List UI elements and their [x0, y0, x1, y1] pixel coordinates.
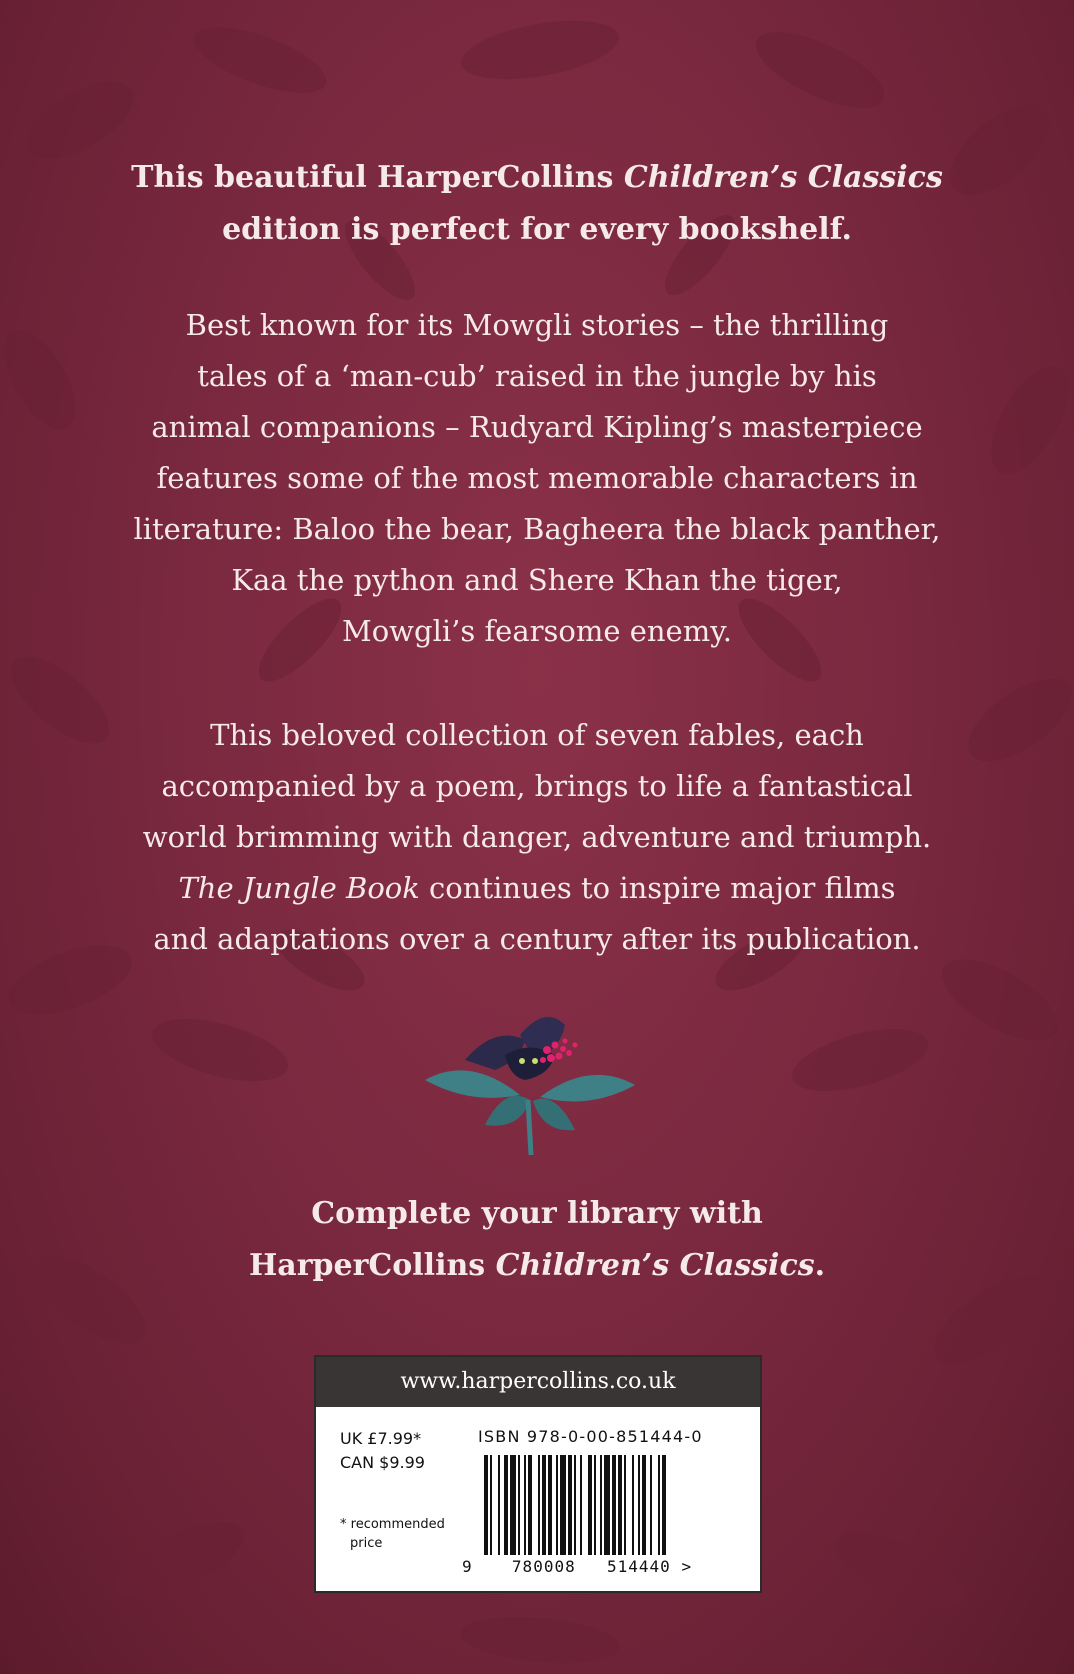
- paragraph-line: Best known for its Mowgli stories – the thrilling: [185, 308, 889, 342]
- isbn-number: ISBN 978-0-00-851444-0: [478, 1427, 703, 1446]
- barcode-bar: [556, 1455, 558, 1555]
- barcode-bar: [624, 1455, 626, 1555]
- digit-lead: 9: [462, 1557, 473, 1576]
- barcode-bar: [642, 1455, 646, 1555]
- price-block: [340, 1427, 425, 1475]
- description-paragraph-2: [0, 710, 1074, 965]
- barcode-bar: [490, 1455, 492, 1555]
- barcode-bar: [524, 1455, 526, 1555]
- barcode-digits: [462, 1557, 692, 1576]
- headline-line2: edition is perfect for every bookshelf.: [222, 212, 852, 247]
- paragraph-line: Mowgli’s fearsome enemy.: [342, 614, 732, 648]
- paragraph-line: tales of a ‘man-cub’ raised in the jungle by his: [197, 359, 877, 393]
- publisher-url[interactable]: www.harpercollins.co.uk: [316, 1357, 760, 1407]
- paragraph-line: features some of the most memorable characters in: [156, 461, 918, 495]
- barcode-bar: [588, 1455, 592, 1555]
- paragraph-line: and adaptations over a century after its publication.: [153, 922, 921, 956]
- paragraph-line: Kaa the python and Shere Khan the tiger,: [231, 563, 843, 597]
- paragraph-line: animal companions – Rudyard Kipling’s masterpiece: [151, 410, 923, 444]
- series-name: Children’s Classics: [623, 160, 943, 195]
- digit-group-2: 514440: [607, 1557, 671, 1576]
- paragraph-text: continues to inspire major films: [419, 871, 896, 905]
- barcode-bar: [542, 1455, 546, 1555]
- paragraph-line: This beloved collection of seven fables, each: [210, 718, 864, 752]
- barcode-bar: [528, 1455, 532, 1555]
- digit-group-1: 780008: [511, 1557, 576, 1576]
- barcode-bar: [662, 1455, 666, 1555]
- barcode-bar: [548, 1455, 552, 1555]
- closing-line1: Complete your library with: [311, 1196, 763, 1231]
- digit-arrow: >: [681, 1557, 693, 1576]
- price-uk: UK £7.99*: [340, 1429, 422, 1448]
- headline: [0, 152, 1074, 256]
- barcode-panel: [314, 1355, 762, 1593]
- barcode-bar: [632, 1455, 634, 1555]
- closing-period: .: [814, 1248, 826, 1283]
- description-paragraph-1: [0, 300, 1074, 657]
- headline-text: This beautiful HarperCollins: [131, 160, 624, 195]
- barcode-icon: [484, 1455, 724, 1565]
- barcode-bar: [594, 1455, 596, 1555]
- barcode-bar: [638, 1455, 640, 1555]
- barcode-bar: [658, 1455, 660, 1555]
- barcode-bar: [618, 1455, 622, 1555]
- closing-text: HarperCollins: [248, 1248, 496, 1283]
- barcode-bar: [580, 1455, 582, 1555]
- barcode-bar: [568, 1455, 572, 1555]
- note-line2: price: [350, 1536, 383, 1551]
- paragraph-line: accompanied by a poem, brings to life a fantastical: [161, 769, 913, 803]
- price-note: [340, 1515, 445, 1553]
- paragraph-line: world brimming with danger, adventure and triumph.: [142, 820, 932, 854]
- barcode-bar: [484, 1455, 488, 1555]
- jungle-panther-emblem: [425, 1005, 635, 1155]
- barcode-bar: [504, 1455, 508, 1555]
- barcode-bar: [600, 1455, 602, 1555]
- book-title: The Jungle Book: [178, 871, 420, 905]
- barcode-bar: [498, 1455, 500, 1555]
- barcode-bar: [560, 1455, 566, 1555]
- barcode-bar: [538, 1455, 540, 1555]
- price-can: CAN $9.99: [340, 1453, 425, 1472]
- barcode-bar: [650, 1455, 652, 1555]
- paragraph-line: literature: Baloo the bear, Bagheera the black panther,: [133, 512, 941, 546]
- barcode-bar: [574, 1455, 576, 1555]
- barcode-bar: [612, 1455, 616, 1555]
- note-line1: * recommended: [340, 1517, 445, 1532]
- series-name-closing: Children’s Classics: [495, 1248, 815, 1283]
- barcode-bar: [510, 1455, 516, 1555]
- barcode-bar: [604, 1455, 610, 1555]
- barcode-bar: [518, 1455, 520, 1555]
- closing-statement: [0, 1188, 1074, 1292]
